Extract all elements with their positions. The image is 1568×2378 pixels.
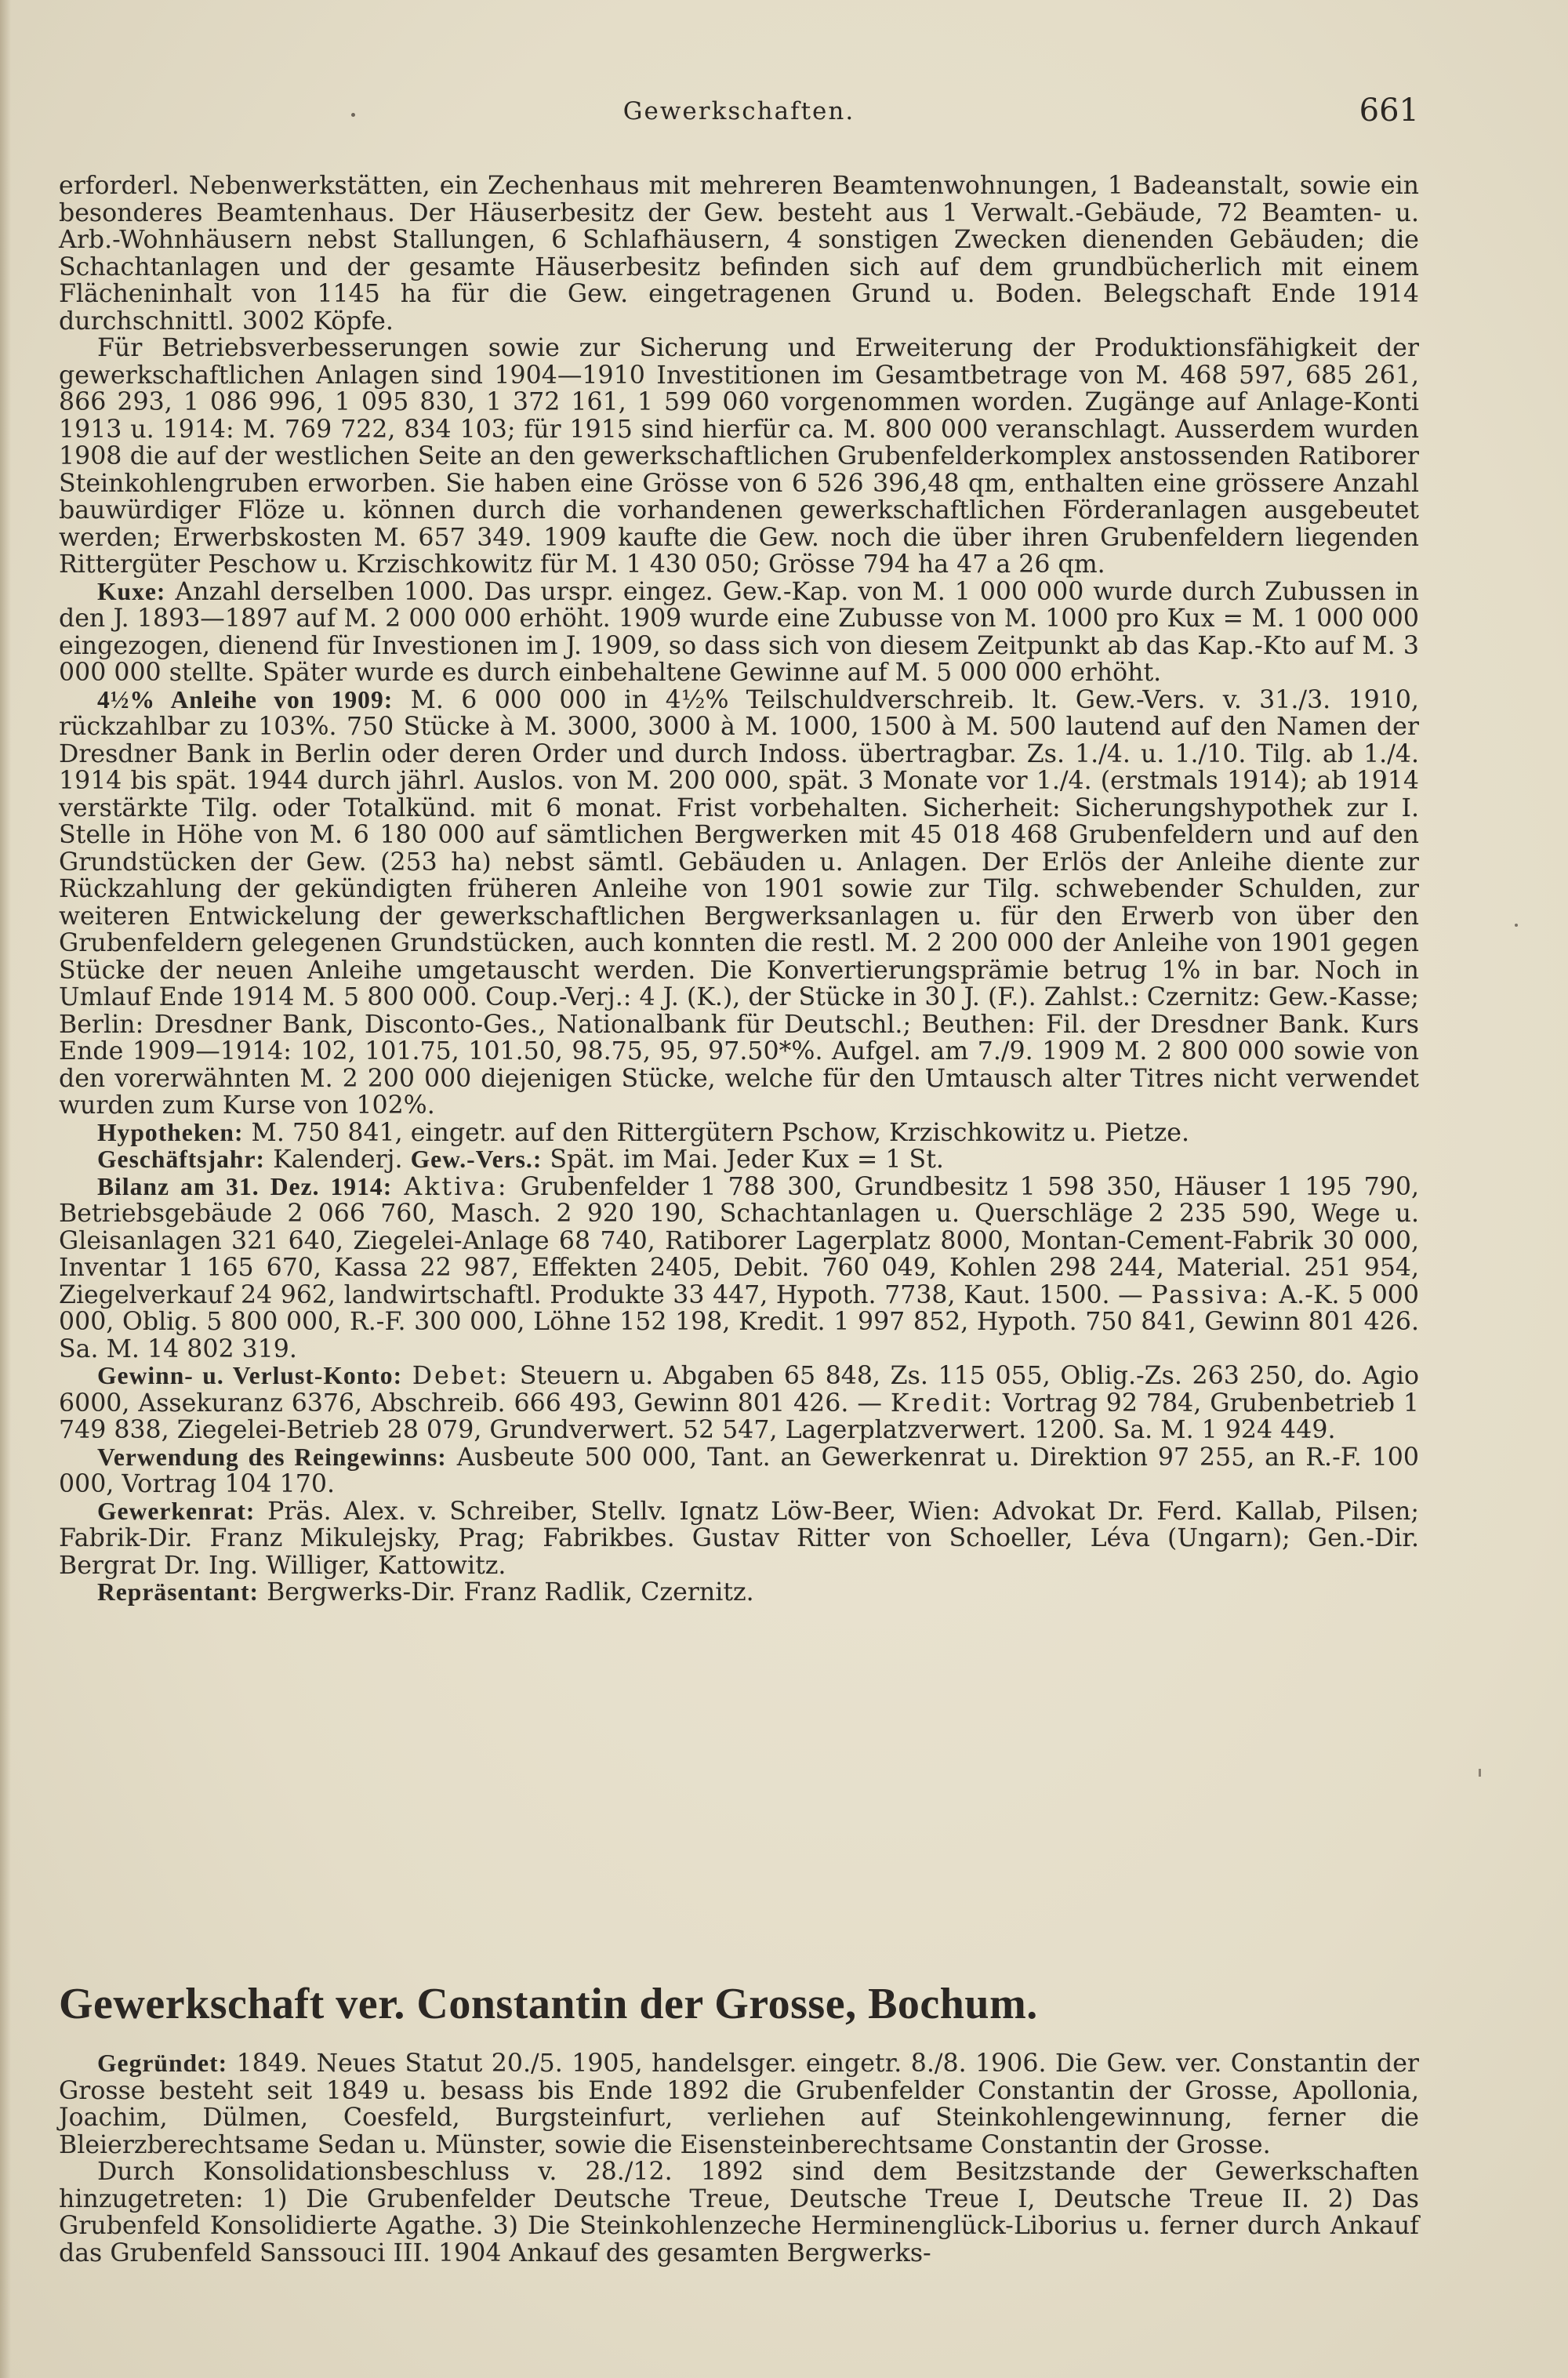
paragraph-bilanz [59,1174,1419,1363]
paragraph-verwendung [59,1444,1419,1498]
text-gewerkenrat: Präs. Alex. v. Schreiber, Stellv. Ignatz Löw-Beer, Wien: Advokat Dr. Ferd. Kallab, Pilsen; Fabrik-Dir. Franz Mikulejsky, Prag; Fabrikbes. Gustav Ritter von Schoeller, Léva (Ungarn); Gen.-Dir. Bergrat Dr. Ing. Williger, Kattowitz. [59,1497,1419,1580]
paragraph-kuxe [59,579,1419,687]
running-head: Gewerkschaften. [622,97,855,125]
page-number: 661 [1359,93,1419,129]
section-two-text [59,2050,1419,2267]
lead-gewerkenrat: Gewerkenrat: [96,1497,256,1525]
lead-kuxe: Kuxe: [96,577,166,605]
print-speck [1515,924,1518,927]
text-bilanz-passiva: A.-K. 5 000 000, Oblig. 5 800 000, R.-F. 300 000, Löhne 152 198, Kredit. 1 997 852, Hypoth. 750 841, Gewinn 801 426. Sa. M. 14 802 319. [59,1280,1419,1363]
text-bilanz-aktiva: Grubenfelder 1 788 300, Grundbesitz 1 598 350, Häuser 1 195 790, Betriebsgebäude 2 066 760, Masch. 2 920 190, Schachtanlagen u. Querschläge 2 235 590, Wege u. Gleisanlagen 321 640, Ziegelei-Anlage 68 740, Ratiborer Lagerplatz 8000, Montan-Cement-Fabrik 30 000, Inventar 1 165 670, Kassa 22 987, Effekten 2405, Debit. 760 049, Kohlen 298 244, Material. 251 954, Ziegelverkauf 24 962, landwirtschaftl. Produkte 33 447, Hypoth. 7738, Kaut. 1500. — [59,1172,1419,1309]
lead-gegruendet: Gegründet: [96,2049,228,2077]
text-guv-debet: Steuern u. Abgaben 65 848, Zs. 115 055, Oblig.-Zs. 263 250, do. Agio 6000, Assekuranz 6376, Abschreib. 666 493, Gewinn 801 426. — [59,1362,1419,1418]
label-kredit: Kredit: [890,1389,994,1418]
text-hypotheken: M. 750 841, eingetr. auf den Rittergütern Pschow, Krzischkowitz u. Pietze. [243,1118,1190,1147]
paragraph-konsolidation: Durch Konsolidationsbeschluss v. 28./12. 1892 sind dem Besitzstande der Gewerkschaften hinzugetreten: 1) Die Grubenfelder Deutsche Treue, Deutsche Treue I, Deutsche Treue II. 2) Das Grubenfeld Konsolidierte Agathe. 3) Die Steinkohlenzeche Herminenglück-Liborius u. ferner durch Ankauf das Grubenfeld Sanssouci III. 1904 Ankauf des gesamten Bergwerks- [59,2158,1419,2267]
lead-gewvers: Gew.-Vers.: [410,1145,543,1173]
paragraph-gewerkenrat [59,1498,1419,1580]
text-guv-kredit: Vortrag 92 784, Grubenbetrieb 1 749 838, Ziegelei-Betrieb 28 079, Grundverwert. 52 547, Lagerplatzverwert. 1200. Sa. M. 1 924 449. [59,1389,1419,1444]
page-header [59,93,1419,132]
lead-repraesentant: Repräsentant: [96,1578,260,1606]
label-passiva: Passiva: [1151,1280,1271,1309]
paragraph-repraesentant [59,1579,1419,1607]
paragraph-anleihe [59,687,1419,1120]
text-verwendung: Ausbeute 500 000, Tant. an Gewerkenrat u. Direktion 97 255, an R.-F. 100 000, Vortrag 104 170. [59,1443,1420,1498]
lead-geschaeftsjahr: Geschäftsjahr: [96,1145,266,1173]
print-speck [1479,1769,1481,1777]
section-one-text [59,172,1419,1607]
lead-guv: Gewinn- u. Verlust-Konto: [96,1362,403,1389]
text-kuxe: Anzahl derselben 1000. Das urspr. eingez. Gew.-Kap. von M. 1 000 000 wurde durch Zubussen in den J. 1893—1897 auf M. 2 000 000 erhöht. 1909 wurde eine Zubusse von M. 1000 pro Kux = M. 1 000 000 eingezogen, dienend für Investionen im J. 1909, so dass sich von diesem Zeitpunkt ab das Kap.-Kto auf M. 3 000 000 stellte. Später wurde es durch einbehaltene Gewinne auf M. 5 000 000 erhöht. [59,577,1419,687]
lead-hypotheken: Hypotheken: [96,1118,244,1146]
page-edge-shadow [0,0,11,2378]
label-aktiva: Aktiva: [404,1172,509,1201]
paragraph-gegruendet [59,2050,1419,2158]
paragraph-hypotheken [59,1120,1419,1147]
text-gegruendet: 1849. Neues Statut 20./5. 1905, handelsger. eingetr. 8./8. 1906. Die Gew. ver. Constantin der Grosse besteht seit 1849 u. besass bis Ende 1892 die Grubenfelder Constantin der Grosse, Apollonia, Joachim, Dülmen, Coesfeld, Burgsteinfurt, verliehen auf Steinkohlengewinnung, ferner die Bleierzberechtsame Sedan u. Münster, sowie die Eisensteinberechtsame Constantin der Grosse. [59,2049,1419,2159]
text-gewvers: Spät. im Mai. Jeder Kux = 1 St. [542,1145,944,1174]
paragraph-investments: Für Betriebsverbesserungen sowie zur Sicherung und Erweiterung der Produktionsfähigkeit der gewerkschaftlichen Anlagen sind 1904—1910 Investitionen im Gesamtbetrage von M. 468 597, 685 261, 866 293, 1 086 996, 1 095 830, 1 372 161, 1 599 060 vorgenommen worden. Zugänge auf Anlage-Konti 1913 u. 1914: M. 769 722, 834 103; für 1915 sind hierfür ca. M. 800 000 veranschlagt. Ausserdem wurden 1908 die auf der westlichen Seite an den gewerkschaftlichen Grubenfelderkomplex anstossenden Ratiborer Steinkohlengruben erworben. Sie haben eine Grösse von 6 526 396,48 qm, enthalten eine grössere Anzahl bauwürdiger Flöze u. können durch die vorhandenen gewerkschaftlichen Förderanlagen ausgebeutet werden; Erwerbskosten M. 657 349. 1909 kaufte die Gew. noch die über ihren Grubenfeldern liegenden Rittergüter Peschow u. Krzischkowitz für M. 1 430 050; Grösse 794 ha 47 a 26 qm. [59,334,1419,579]
text-anleihe: M. 6 000 000 in 4½% Teilschuldverschreib. lt. Gew.-Vers. v. 31./3. 1910, rückzahlbar zu 103%. 750 Stücke à M. 3000, 3000 à M. 1000, 1500 à M. 500 lautend auf den Namen der Dresdner Bank in Berlin oder deren Order und durch Indoss. übertragbar. Zs. 1./4. u. 1./10. Tilg. ab 1./4. 1914 bis spät. 1944 durch jährl. Auslos. von M. 200 000, spät. 3 Monate vor 1./4. (erstmals 1914); ab 1914 verstärkte Tilg. oder Totalkünd. mit 6 monat. Frist vorbehalten. Sicherheit: Sicherungshypothek zur I. Stelle in Höhe von M. 6 180 000 auf sämtlichen Bergwerken mit 45 018 468 Grubenfeldern und auf den Grundstücken der Gew. (253 ha) nebst sämtl. Gebäuden u. Anlagen. Der Erlös der Anleihe diente zur Rückzahlung der gekündigten früheren Anleihe von 1901 sowie zur Tilg. schwebender Schulden, zur weiteren Entwickelung der gewerkschaftlichen Bergwerksanlagen u. für den Erwerb von über den Grubenfeldern gelegenen Grundstücken, auch konnten die restl. M. 2 200 000 der Anleihe von 1901 gegen Stücke der neuen Anleihe umgetauscht werden. Die Konvertierungsprämie betrug 1% in bar. Noch in Umlauf Ende 1914 M. 5 800 000. Coup.-Verj.: 4 J. (K.), der Stücke in 30 J. (F.). Zahlst.: Czernitz: Gew.-Kasse; Berlin: Dresdner Bank, Disconto-Ges., Nationalbank für Deutschl.; Beuthen: Fil. der Dresdner Bank. Kurs Ende 1909—1914: 102, 101.75, 101.50, 98.75, 95, 97.50*%. Aufgel. am 7./9. 1909 M. 2 800 000 sowie von den vorerwähnten M. 2 200 000 diejenigen Stücke, welche für den Umtausch alter Titres nicht verwendet wurden zum Kurse von 102%. [59,685,1419,1120]
paragraph-facilities: erforderl. Nebenwerkstätten, ein Zechenhaus mit mehreren Beamtenwohnungen, 1 Badeanstalt, sowie ein besonderes Beamtenhaus. Der Häuserbesitz der Gew. besteht aus 1 Verwalt.-Gebäude, 72 Beamten- u. Arb.-Wohnhäusern nebst Stallungen, 6 Schlafhäusern, 4 sonstigen Zwecken dienenden Gebäuden; die Schachtanlagen und der gesamte Häuserbesitz befinden sich auf dem grundbücherlich mit einem Flächeninhalt von 1145 ha für die Gew. eingetragenen Grund u. Boden. Belegschaft Ende 1914 durchschnittl. 3002 Köpfe. [59,172,1419,336]
lead-verwendung: Verwendung des Reingewinns: [96,1443,447,1471]
paragraph-guv [59,1363,1419,1444]
label-debet: Debet: [412,1362,510,1390]
paragraph-geschaeftsjahr [59,1146,1419,1174]
lead-bilanz: Bilanz am 31. Dez. 1914: [96,1172,393,1200]
text-geschaeftsjahr: Kalenderj. [265,1145,411,1174]
lead-anleihe: 4½% Anleihe von 1909: [96,685,394,713]
text-repraesentant: Bergwerks-Dir. Franz Radlik, Czernitz. [259,1578,754,1607]
section-title: Gewerkschaft ver. Constantin der Grosse, Bochum. [59,1980,1038,2028]
